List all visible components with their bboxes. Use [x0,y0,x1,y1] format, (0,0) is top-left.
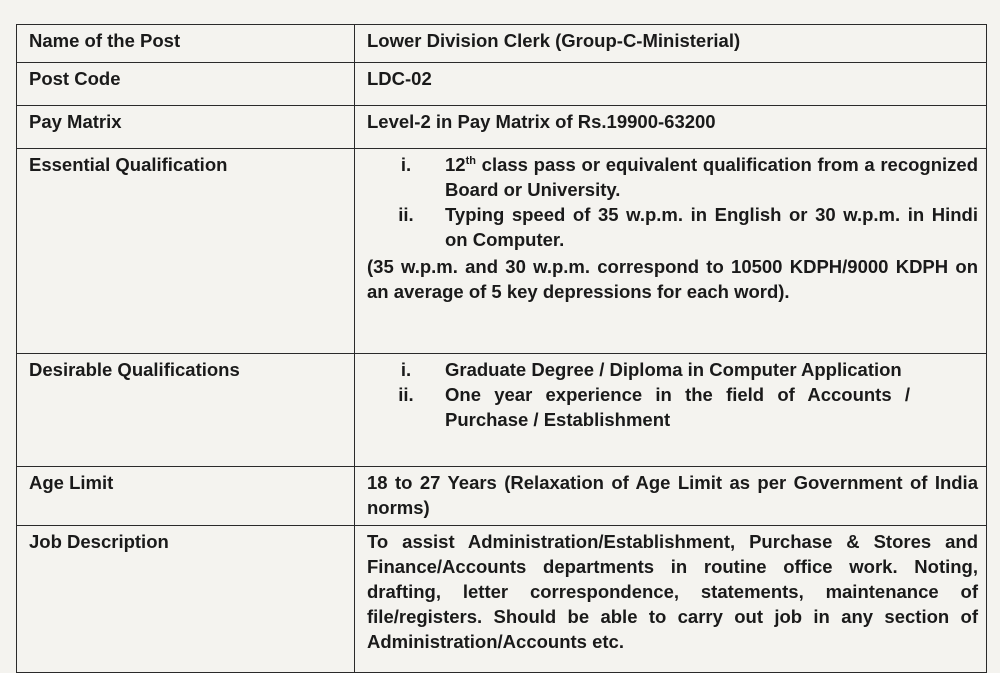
list-text: One year experience in the field of Accounts / Purchase / Establishment [445,384,910,430]
list-text [445,152,978,202]
row-label: Pay Matrix [17,106,355,149]
row-value: Lower Division Clerk (Group-C-Ministerial) [355,25,987,63]
list-text: Graduate Degree / Diploma in Computer Application [445,359,902,380]
desirable-qualification-cell [355,354,987,467]
row-label: Essential Qualification [17,149,355,354]
row-label: Age Limit [17,467,355,526]
row-label: Post Code [17,63,355,106]
table-row [17,25,987,63]
table-row [17,149,987,354]
list-number: i. [400,154,412,175]
row-value: Level-2 in Pay Matrix of Rs.19900-63200 [355,106,987,149]
list-number: ii. [398,204,414,225]
row-value: To assist Administration/Establishment, Purchase & Stores and Finance/Accounts departments in routine office work. Noting, drafting, letter correspondence, statements, maintenance of file/registers. Should be able to carry out job in any section of Administration/Accounts etc. [355,526,987,673]
list-number: i. [400,359,412,380]
list-item [367,382,970,432]
table-row [17,467,987,526]
table-row [17,354,987,467]
list-number: ii. [398,384,414,405]
row-label: Job Description [17,526,355,673]
row-value: 18 to 27 Years (Relaxation of Age Limit as per Government of India norms) [355,467,987,526]
row-value: LDC-02 [355,63,987,106]
list-item [367,202,978,252]
list-text-rest: class pass or equivalent qualification from a recognized Board or University. [445,154,978,200]
ordinal-suffix: th [465,154,476,167]
row-label: Name of the Post [17,25,355,63]
list-item [367,152,978,202]
typing-speed-note: (35 w.p.m. and 30 w.p.m. correspond to 10500 KDPH/9000 KDPH on an average of 5 key depressions for each word). [367,256,978,302]
table-row [17,526,987,673]
post-details-table [16,24,987,673]
ordinal-number: 12 [445,154,466,175]
row-label: Desirable Qualifications [17,354,355,467]
table-row [17,106,987,149]
table-row [17,63,987,106]
list-item [367,357,970,382]
essential-qualification-cell [355,149,987,354]
list-text: Typing speed of 35 w.p.m. in English or 30 w.p.m. in Hindi on Computer. [445,204,978,250]
